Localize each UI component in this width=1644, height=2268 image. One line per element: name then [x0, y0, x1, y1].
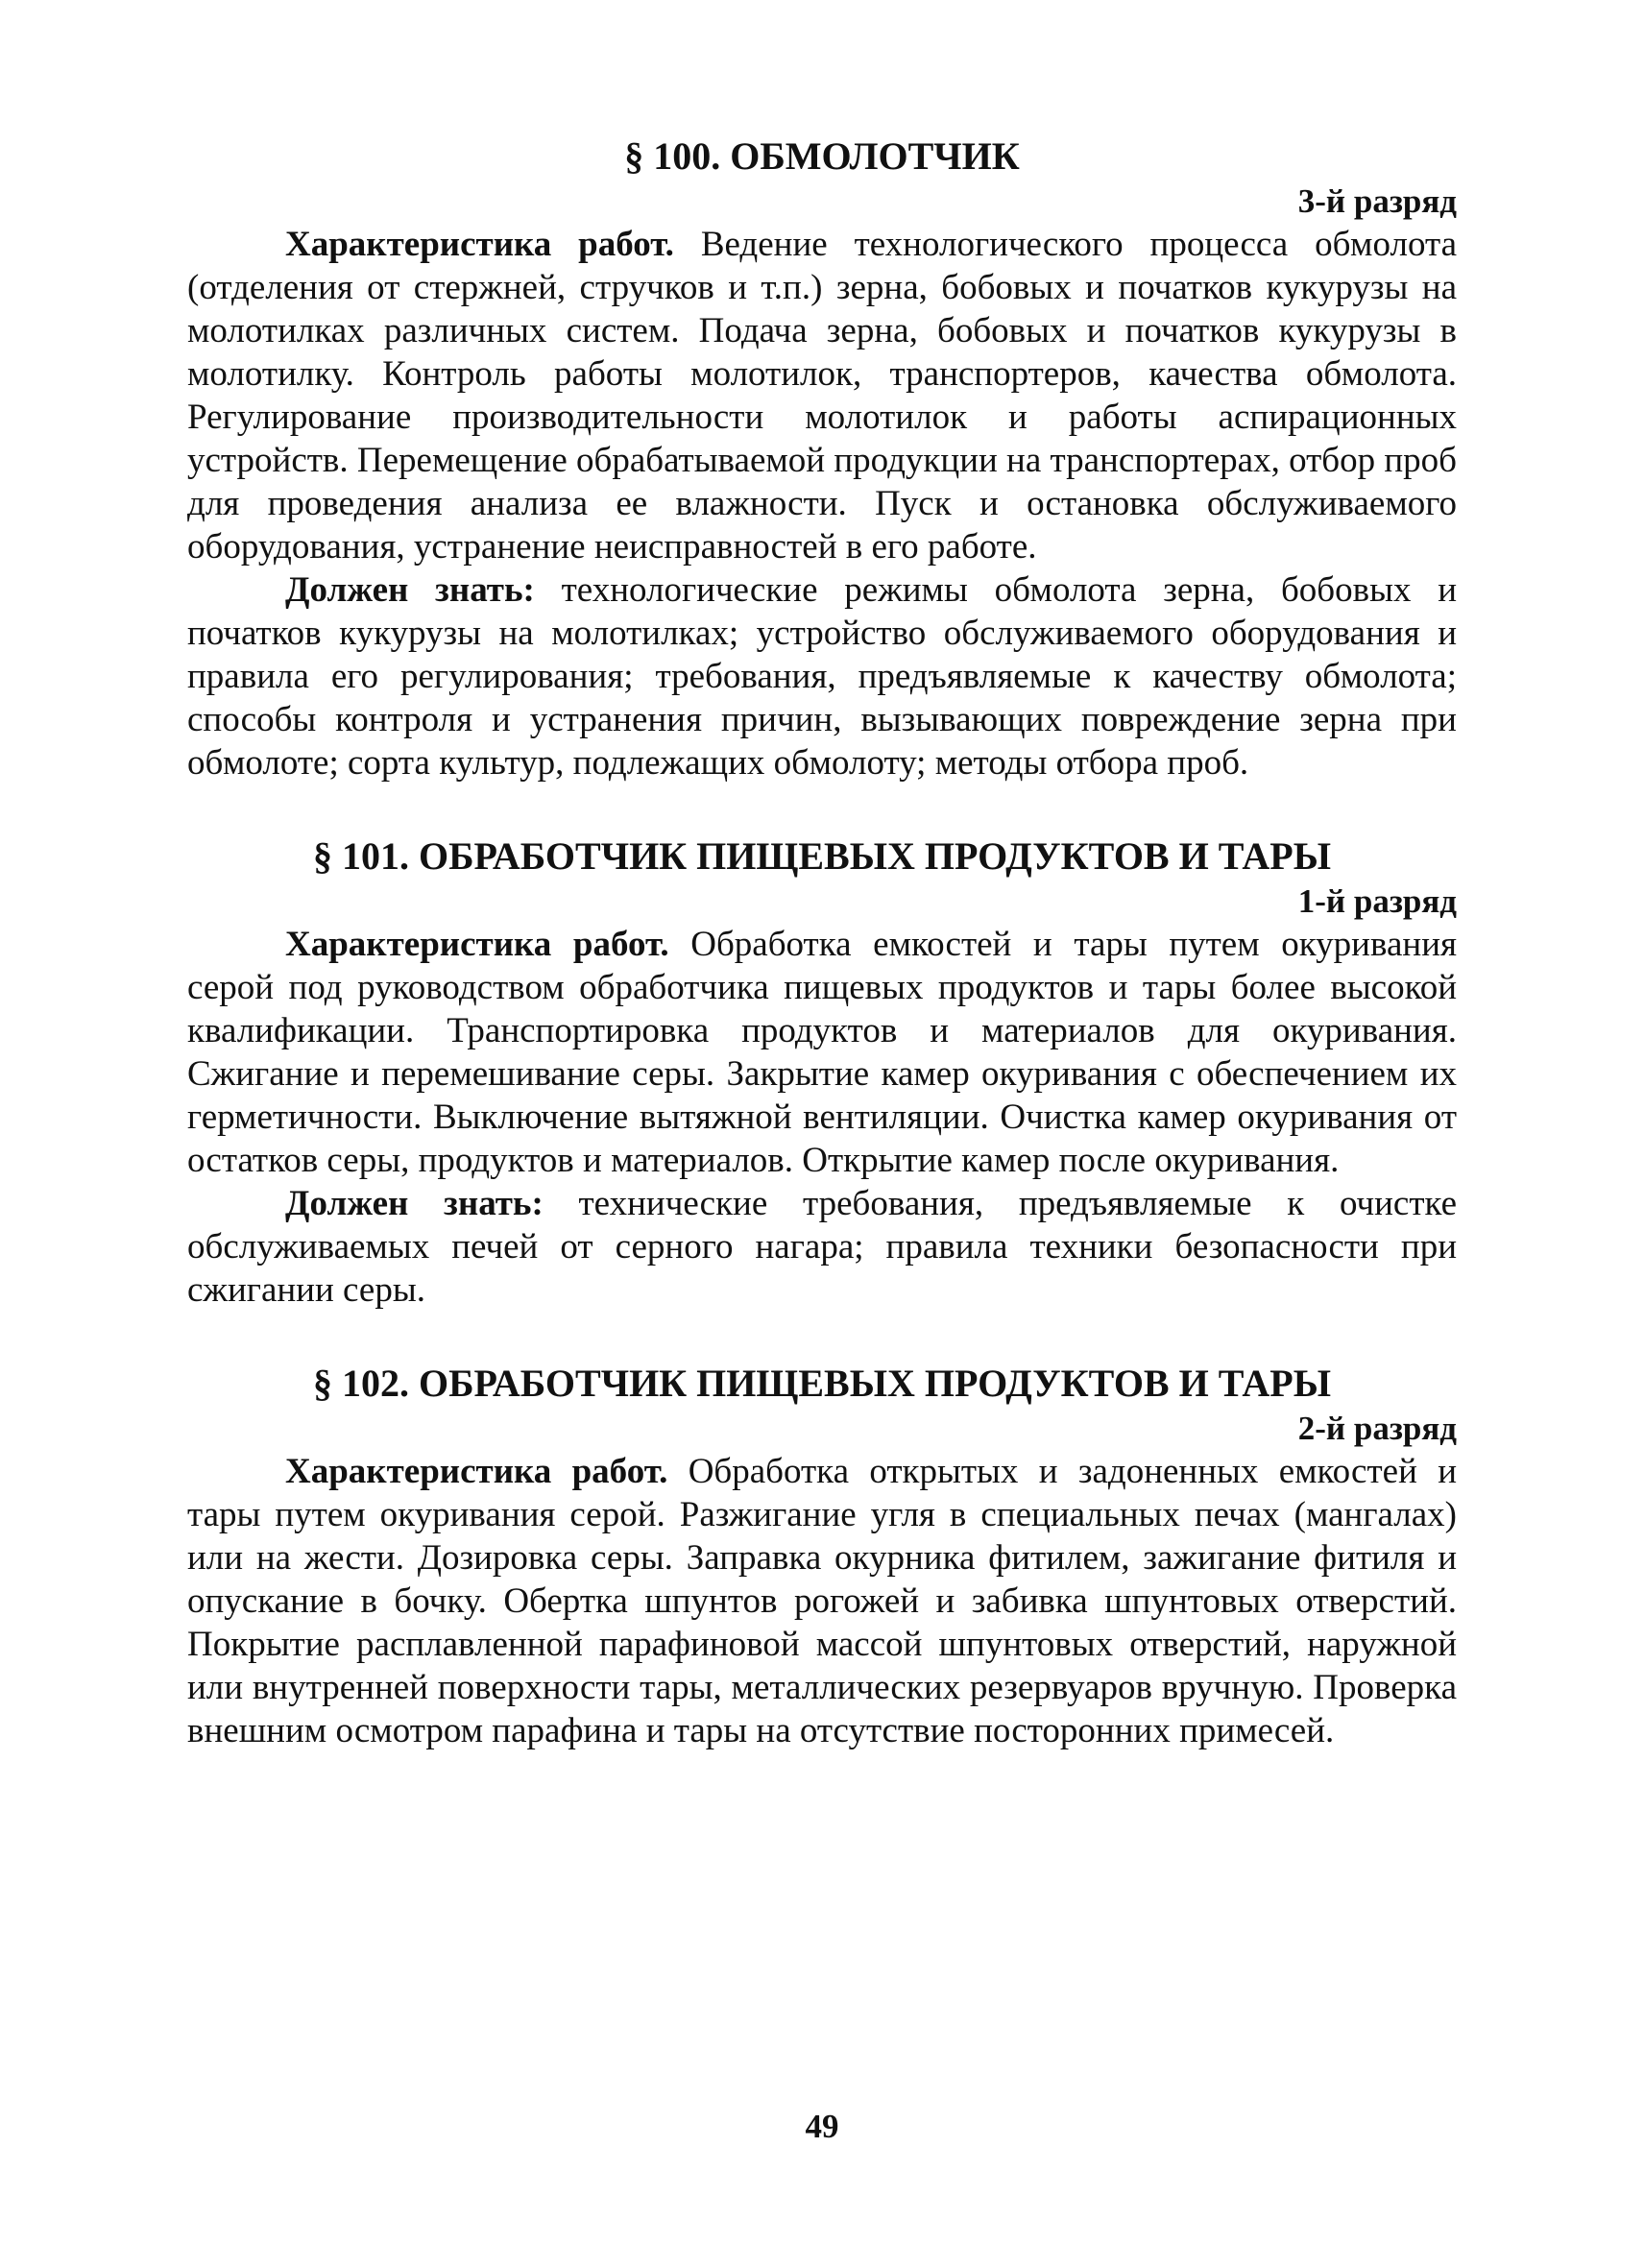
section-title: § 101. ОБРАБОТЧИК ПИЩЕВЫХ ПРОДУКТОВ И ТАРЫ	[312, 834, 1332, 878]
work-characteristics-paragraph	[187, 1450, 1457, 1752]
page-number: 49	[805, 2108, 839, 2145]
work-characteristics-label: Характеристика работ.	[285, 225, 674, 264]
section-title: § 100. ОБМОЛОТЧИК	[624, 134, 1020, 178]
section-100-threshing-operator	[187, 133, 1457, 784]
required-knowledge-paragraph	[187, 1182, 1457, 1312]
document-page	[187, 133, 1457, 1752]
grade-label: 2-й разряд	[1297, 1410, 1457, 1447]
work-characteristics-label: Характеристика работ.	[285, 925, 669, 964]
required-knowledge-text: технические требования, предъявляемые к очистке обслуживаемых печей от серного нагара; правила техники безопасности при сжигании серы.	[187, 1184, 1457, 1310]
work-characteristics-text: Обработка открытых и задоненных емкостей и тары путем окуривания серой. Разжигание угля в специальных печах (мангалах) или на жести. Дозировка серы. Заправка окурника фитилем, зажигание фитиля и опускание в бочку. Обертка шпунтов рогожей и забивка шпунтовых отверстий. Покрытие расплавленной парафиновой массой шпунтовых отверстий, наружной или внутренней поверхности тары, металлических резервуаров вручную. Проверка внешним осмотром парафина и тары на отсутствие посторонних примесей.	[187, 1452, 1457, 1750]
grade-label: 3-й разряд	[1297, 182, 1457, 220]
required-knowledge-paragraph	[187, 568, 1457, 784]
work-characteristics-paragraph	[187, 223, 1457, 568]
work-characteristics-paragraph	[187, 923, 1457, 1182]
section-title: § 102. ОБРАБОТЧИК ПИЩЕВЫХ ПРОДУКТОВ И ТАРЫ	[312, 1362, 1332, 1405]
section-101-food-container-processor-grade-1	[187, 832, 1457, 1312]
section-102-food-container-processor-grade-2	[187, 1360, 1457, 1752]
work-characteristics-text: Ведение технологического процесса обмолота (отделения от стержней, стручков и т.п.) зерна, бобовых и початков кукурузы на молотилках различных систем. Подача зерна, бобовых и початков кукурузы в молотилку. Контроль работы молотилок, транспортеров, качества обмолота. Регулирование производительности молотилок и работы аспирационных устройств. Перемещение обрабатываемой продукции на транспортерах, отбор проб для проведения анализа ее влажности. Пуск и остановка обслуживаемого оборудования, устранение неисправностей в его работе.	[187, 225, 1458, 567]
grade-label: 1-й разряд	[1297, 882, 1457, 920]
required-knowledge-label: Должен знать:	[285, 570, 535, 610]
work-characteristics-text: Обработка емкостей и тары путем окуривания серой под руководством обработчика пищевых продуктов и тары более высокой квалификации. Транспортировка продуктов и материалов для окуривания. Сжигание и перемешивание серы. Закрытие камер окуривания с обеспечением их герметичности. Выключение вытяжной вентиляции. Очистка камер окуривания от остатков серы, продуктов и материалов. Открытие камер после окуривания.	[187, 925, 1458, 1180]
required-knowledge-text: технологические режимы обмолота зерна, бобовых и початков кукурузы на молотилках; устройство обслуживаемого оборудования и правила его регулирования; требования, предъявляемые к качеству обмолота; способы контроля и устранения причин, вызывающих повреждение зерна при обмолоте; сорта культур, подлежащих обмолоту; методы отбора проб.	[187, 570, 1457, 783]
required-knowledge-label: Должен знать:	[285, 1184, 544, 1223]
work-characteristics-label: Характеристика работ.	[285, 1452, 668, 1491]
